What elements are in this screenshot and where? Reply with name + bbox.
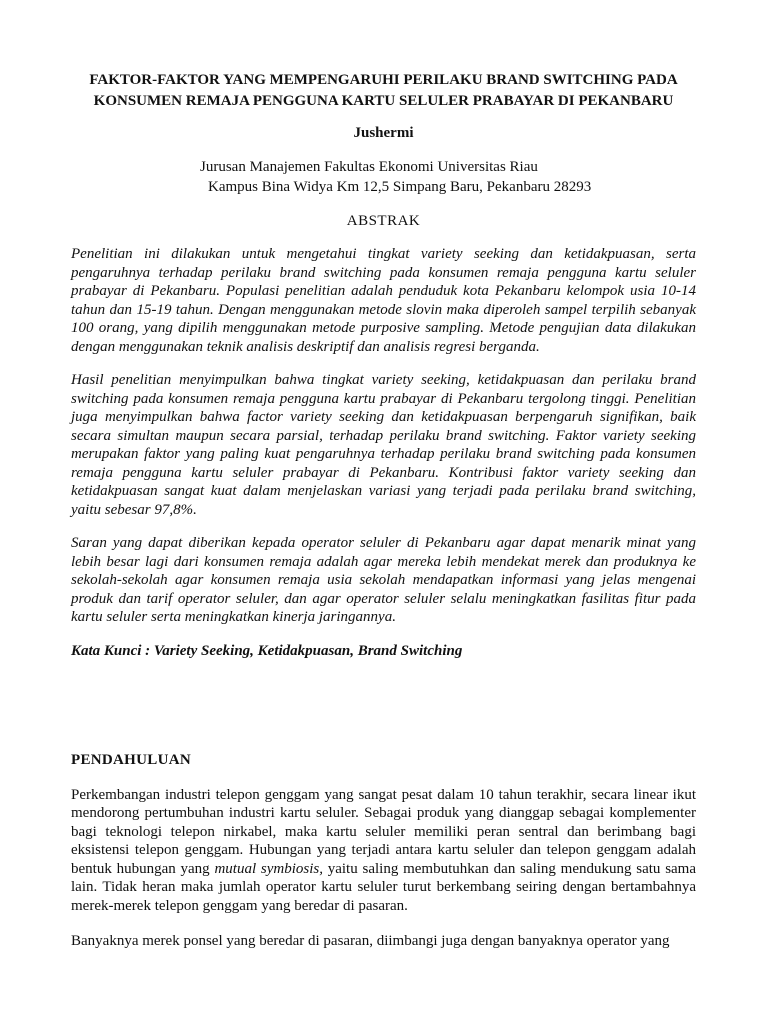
introduction-paragraph-1-italic-term: mutual symbiosis, bbox=[214, 860, 323, 877]
introduction-paragraph-1-end: yaitu saling membutuhkan dan saling mendukung satu sama lain. Tidak heran maka jumlah operator kartu seluler turut berkembang seiring dengan bertambahnya merek-merek telepon genggam yang beredar di pasaran. bbox=[71, 860, 697, 914]
keywords: Kata Kunci : Variety Seeking, Ketidakpuasan, Brand Switching bbox=[71, 642, 463, 659]
introduction-heading: PENDAHULUAN bbox=[71, 751, 191, 768]
paper-title-line-1: FAKTOR-FAKTOR YANG MEMPENGARUHI PERILAKU BRAND SWITCHING PADA bbox=[89, 72, 678, 88]
introduction-paragraph-1 bbox=[71, 786, 696, 916]
abstract-paragraph-2: Hasil penelitian menyimpulkan bahwa tingkat variety seeking, ketidakpuasan dan perilaku brand switching pada konsumen remaja pengguna kartu prabayar di Pekanbaru tergolong tinggi. Penelitian juga menyimpulkan bahwa factor variety seeking dan ketidakpuasan berpengaruh signifikan, baik secara simultan maupun secara parsial, terhadap perilaku brand switching. Faktor variety seeking merupakan faktor yang paling kuat pengaruhnya terhadap perilaku brand switching pada konsumen remaja pengguna kartu seluler prabayar di Pekanbaru. Kontribusi faktor variety seeking dan ketidakpuasan sangat kuat dalam menjelaskan variasi yang terjadi pada perilaku brand switching, yaitu sebesar 97,8%. bbox=[71, 372, 696, 518]
paper-title-line-2: KONSUMEN REMAJA PENGGUNA KARTU SELULER PRABAYAR DI PEKANBARU bbox=[93, 93, 674, 109]
abstract-paragraph-3: Saran yang dapat diberikan kepada operator seluler di Pekanbaru agar dapat menarik minat yang lebih besar lagi dari konsumen remaja adalah agar mereka lebih mendekat merek dan produknya ke sekolah-sekolah agar konsumen remaja usia sekolah mendapatkan informasi yang jelas mengenai produk dan tarif operator seluler, dan agar operator seluler selalu meningkatkan fasilitas fitur pada kartu seluler serta meningkatkan kinerja jaringannya. bbox=[71, 535, 696, 625]
paper-title bbox=[71, 70, 696, 112]
author-name: Jushermi bbox=[353, 125, 414, 141]
author-affiliation bbox=[71, 157, 696, 197]
abstract-heading: ABSTRAK bbox=[346, 213, 421, 229]
introduction-paragraph-2: Banyaknya merek ponsel yang beredar di pasaran, diimbangi juga dengan banyaknya operator yang bbox=[71, 933, 670, 949]
introduction-paragraph-1-start: Perkembangan industri telepon genggam yang sangat pesat dalam 10 tahun terakhir, secara linear ikut mendorong pertumbuhan industri kartu seluler. Sebagai produk yang dianggap sebagai komplementer bagi teknologi telepon nirkabel, maka kartu seluler memiliki peran sentral dan berimbang bagi eksistensi telepon genggam. Hubungan yang terjadi antara kartu seluler dan telepon genggam adalah bentuk hubungan yang bbox=[71, 786, 696, 877]
abstract-paragraph-1: Penelitian ini dilakukan untuk mengetahui tingkat variety seeking dan ketidakpuasan, serta pengaruhnya terhadap perilaku brand switching pada konsumen remaja pengguna kartu seluler prabayar di Pekanbaru. Populasi penelitian adalah penduduk kota Pekanbaru kelompok usia 10-14 tahun dan 15-19 tahun. Dengan menggunakan metode slovin maka diperoleh sampel terpilih sebanyak 100 orang, yang dipilih menggunakan metode purposive sampling. Metode pengujian data dilakukan dengan menggunakan teknik analisis deskriptif dan analisis regresi berganda. bbox=[71, 246, 696, 355]
affiliation-line-1: Jurusan Manajemen Fakultas Ekonomi Universitas Riau bbox=[200, 159, 538, 175]
affiliation-line-2: Kampus Bina Widya Km 12,5 Simpang Baru, Pekanbaru 28293 bbox=[208, 179, 592, 195]
